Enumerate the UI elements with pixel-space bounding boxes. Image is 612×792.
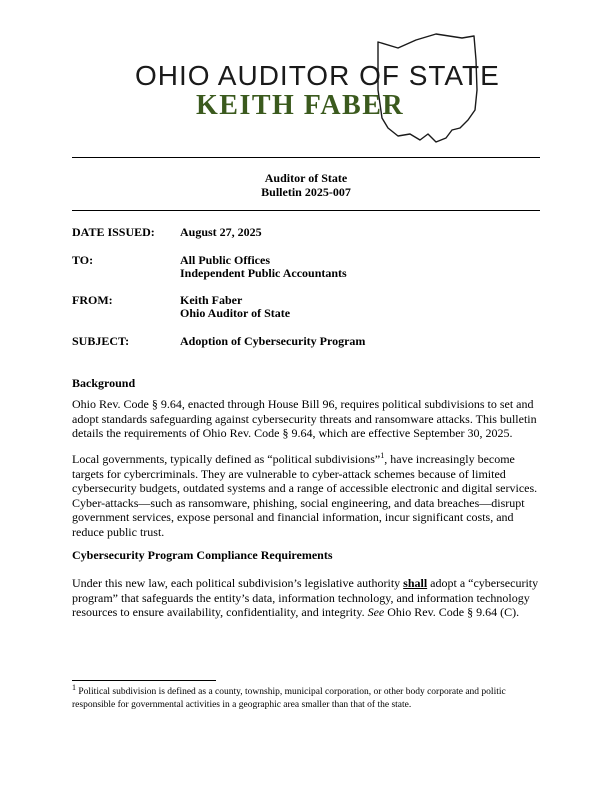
paragraph-line: Cyber-attacks—such as ransomware, phishing, social engineering, and data breaches—disrupt bbox=[72, 495, 525, 510]
citation-see: See bbox=[367, 605, 385, 620]
subject-label: SUBJECT: bbox=[72, 334, 130, 348]
from-name: Keith Faber bbox=[180, 293, 243, 307]
bulletin-number: Bulletin 2025-007 bbox=[261, 185, 351, 199]
footnote-rule bbox=[72, 680, 216, 681]
compliance-paragraph bbox=[72, 576, 540, 620]
logo-name: KEITH FABER bbox=[196, 90, 405, 121]
compliance-heading: Cybersecurity Program Compliance Requirements bbox=[72, 548, 333, 562]
text-run: , have increasingly become bbox=[384, 452, 515, 466]
text-run: adopt a “cybersecurity bbox=[427, 576, 539, 590]
date-value: August 27, 2025 bbox=[180, 225, 262, 239]
footnote-line: responsible for governmental activities in a geographic area smaller than that of the state. bbox=[72, 700, 412, 710]
footnote-mark: 1 bbox=[72, 682, 76, 692]
paragraph-line: reduce public trust. bbox=[72, 524, 165, 539]
logo-title: OHIO AUDITOR OF STATE bbox=[135, 60, 500, 91]
to-recipient-1: All Public Offices bbox=[180, 253, 270, 267]
paragraph-line: adopt standards safeguarding against cybersecurity threats and ransomware attacks. This bulletin bbox=[72, 411, 537, 426]
background-heading: Background bbox=[72, 376, 136, 390]
paragraph-line bbox=[72, 452, 540, 467]
page-title: Auditor of State bbox=[264, 171, 348, 185]
text-run: Under this new law, each political subdivision’s legislative authority bbox=[72, 576, 404, 590]
text-run: resources to ensure availability, confidentiality, and integrity. bbox=[72, 605, 368, 620]
background-paragraph-2 bbox=[72, 452, 540, 540]
from-label: FROM: bbox=[72, 293, 113, 307]
paragraph-line: targets for cybercriminals. They are vulnerable to cyber-attack schemes because of limited bbox=[72, 466, 506, 481]
text-run: Local governments, typically defined as “political subdivisions” bbox=[72, 452, 381, 466]
paragraph-line bbox=[72, 576, 540, 591]
text-run: Political subdivision is defined as a county, township, municipal corporation, or other body corporate and politic bbox=[76, 687, 506, 697]
from-title: Ohio Auditor of State bbox=[180, 306, 291, 320]
to-label: TO: bbox=[72, 253, 94, 267]
footnote bbox=[72, 682, 542, 712]
background-paragraph-1 bbox=[72, 397, 540, 441]
text-run: Ohio Rev. Code § 9.64 (C). bbox=[384, 605, 520, 620]
date-label: DATE ISSUED: bbox=[72, 225, 155, 239]
footnote-line bbox=[72, 682, 542, 699]
paragraph-line bbox=[72, 605, 540, 620]
emphasis-shall: shall bbox=[403, 576, 428, 590]
paragraph-line: government services, expose personal and financial information, incur significant costs, and bbox=[72, 510, 514, 525]
header-rule-bottom bbox=[72, 210, 540, 211]
paragraph-line: program” that safeguards the entity’s data, information technology, and information technology bbox=[72, 590, 530, 605]
paragraph-line: Ohio Rev. Code § 9.64, enacted through House Bill 96, requires political subdivisions to set and bbox=[72, 397, 534, 411]
subject-value: Adoption of Cybersecurity Program bbox=[180, 334, 366, 348]
footnote-reference[interactable]: 1 bbox=[380, 451, 385, 460]
to-recipient-2: Independent Public Accountants bbox=[180, 266, 347, 280]
header-rule-top bbox=[72, 157, 540, 158]
paragraph-line: details the requirements of Ohio Rev. Code § 9.64, which are effective September 30, 2025. bbox=[72, 426, 513, 441]
paragraph-line: cybersecurity budgets, outdated systems and a range of accessible electronic and digital services. bbox=[72, 481, 538, 496]
